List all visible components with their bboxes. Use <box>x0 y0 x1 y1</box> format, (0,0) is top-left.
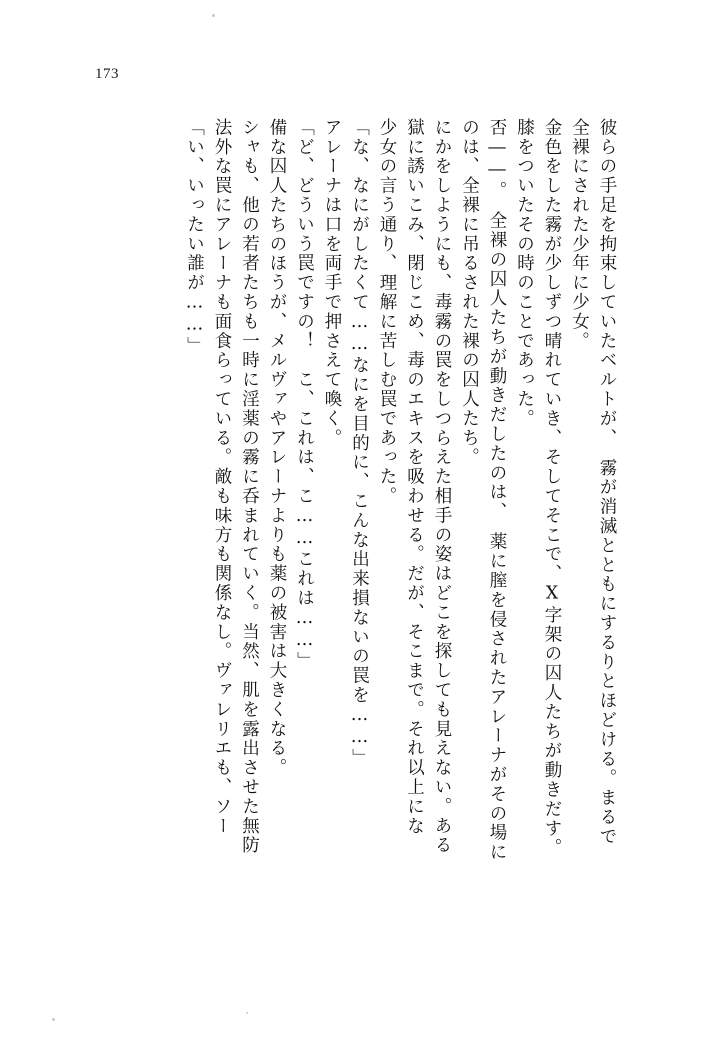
text-column: 「い、いったい誰が……」 <box>184 118 205 356</box>
scan-speckle <box>52 1018 55 1021</box>
scan-speckle <box>212 14 215 17</box>
text-column: 備な囚人たちのほうが、メルヴァやアレーナよりも薬の被害は大きくなる。 <box>267 118 287 778</box>
text-column: 全裸にされた少年に少女。 <box>569 118 590 351</box>
text-column: のは、全裸に吊るされた裸の囚人たち。 <box>459 118 480 468</box>
text-column: にかをしようにも、毒霧の罠をしつらえた相手の姿はどこを探しても見えない。ある <box>432 118 452 856</box>
text-column: シャも、他の若者たちも一時に淫薬の霧に呑まれていく。当然、肌を露出させた無防 <box>239 118 260 856</box>
scan-speckle <box>246 1012 248 1014</box>
text-column: アレーナは口を両手で押さえて喚く。 <box>322 118 342 448</box>
text-column: 膝をついたその時のことであった。 <box>514 118 535 429</box>
text-column: 獄に誘いこみ、閉じこめ、毒のエキスを吸わせる。だが、そこまで。それ以上にな <box>404 118 425 836</box>
text-column: 「ど、どういう罠ですの！ こ、これは、こ……これは……」 <box>294 118 315 672</box>
text-column: 法外な罠にアレーナも面食らっている。敵も味方も関係なし。ヴァレリエも、ソー <box>212 118 232 836</box>
vertical-body-text <box>175 118 615 978</box>
text-column: 「な、なにがしたくて……なにを目的に、こんな出来損ないの罠を……」 <box>349 118 370 769</box>
text-column: 少女の言う通り、理解に苦しむ罠であった。 <box>377 118 397 506</box>
text-column: 否――。 全裸の囚人たちが動きだしたのは、 薬に膣を侵されたアレーナがその場に <box>487 118 507 863</box>
text-column: 金色をした霧が少しずつ晴れていき、そしてそこで、X字架の囚人たちが動きだす。 <box>542 118 562 858</box>
page-number: 173 <box>95 66 119 82</box>
text-column: 彼らの手足を拘束していたベルトが、 霧が消滅とともにするりとほどける。まるで <box>597 118 617 847</box>
